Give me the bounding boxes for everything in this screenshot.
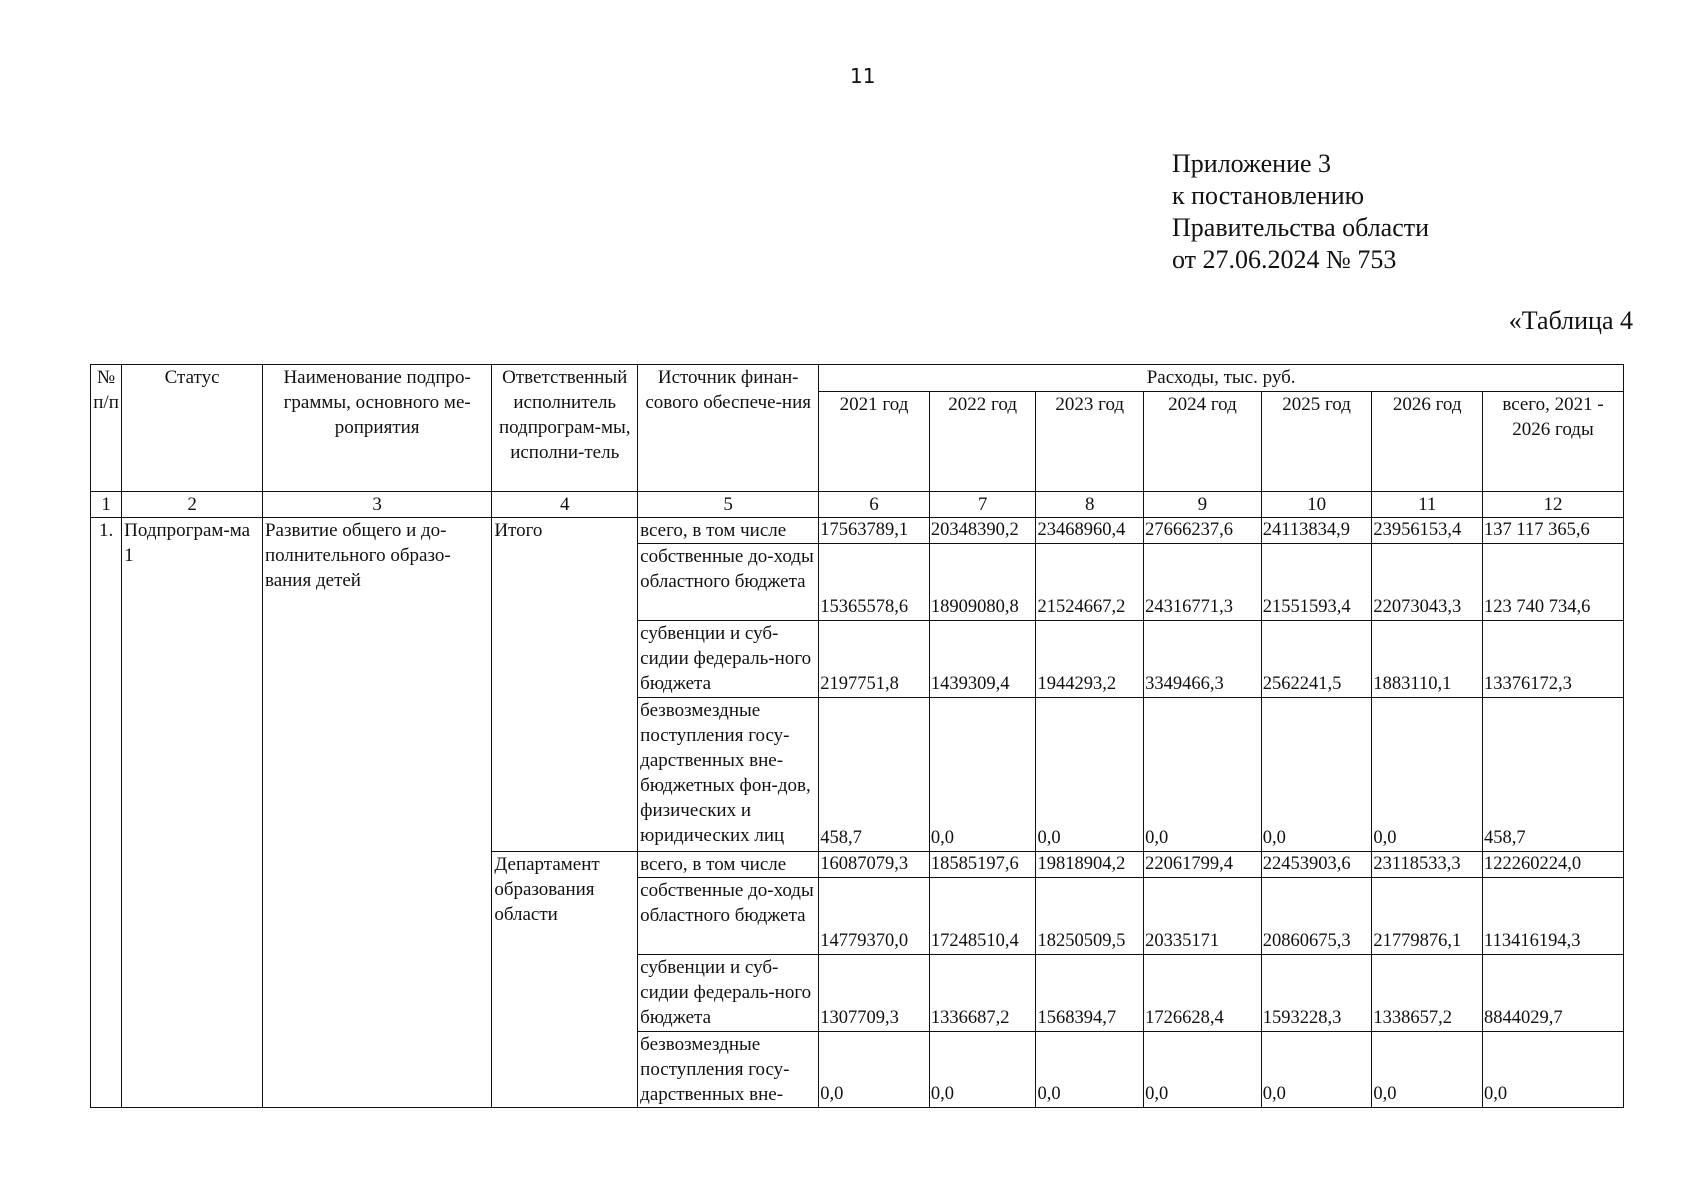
cell-value: 1593228,3 <box>1261 955 1372 1032</box>
header-source: Источник финан-сового обеспече-ния <box>638 365 819 492</box>
cell-value: 17563789,1 <box>819 518 930 544</box>
cell-value: 1568394,7 <box>1036 955 1144 1032</box>
cell-value: 1726628,4 <box>1144 955 1262 1032</box>
cell-value: 16087079,3 <box>819 852 930 878</box>
cell-value: 0,0 <box>1036 1032 1144 1108</box>
column-number: 6 <box>819 492 930 518</box>
cell-value: 15365578,6 <box>819 544 930 621</box>
cell-value: 14779370,0 <box>819 878 930 955</box>
appendix-line-2: к постановлению <box>1172 181 1365 210</box>
column-number: 1 <box>91 492 122 518</box>
row-status: Подпрограм-ма 1 <box>122 518 263 1108</box>
row-number: 1. <box>91 518 122 1108</box>
cell-value: 3349466,3 <box>1144 621 1262 698</box>
cell-total: 113416194,3 <box>1483 878 1624 955</box>
row-executor: Департамент образования области <box>492 852 638 1108</box>
cell-value: 0,0 <box>1372 1032 1483 1108</box>
cell-total: 137 117 365,6 <box>1483 518 1624 544</box>
row-source: безвозмездные поступления госу-дарственных вне- <box>638 1032 819 1108</box>
column-number: 9 <box>1144 492 1262 518</box>
cell-total: 13376172,3 <box>1483 621 1624 698</box>
table-caption: «Таблица 4 <box>1508 306 1633 335</box>
cell-value: 22453903,6 <box>1261 852 1372 878</box>
column-number: 5 <box>638 492 819 518</box>
cell-value: 23118533,3 <box>1372 852 1483 878</box>
cell-total: 8844029,7 <box>1483 955 1624 1032</box>
cell-value: 24113834,9 <box>1261 518 1372 544</box>
row-source: всего, в том числе <box>638 518 819 544</box>
header-expenses: Расходы, тыс. руб. <box>819 365 1624 392</box>
cell-value: 20335171 <box>1144 878 1262 955</box>
row-executor: Итого <box>492 518 638 852</box>
header-year: 2025 год <box>1261 392 1372 492</box>
cell-value: 0,0 <box>929 1032 1036 1108</box>
budget-table <box>90 364 1624 1108</box>
cell-value: 1307709,3 <box>819 955 930 1032</box>
cell-value: 20348390,2 <box>929 518 1036 544</box>
cell-value: 20860675,3 <box>1261 878 1372 955</box>
cell-value: 458,7 <box>819 698 930 852</box>
cell-value: 1338657,2 <box>1372 955 1483 1032</box>
cell-value: 27666237,6 <box>1144 518 1262 544</box>
cell-total: 123 740 734,6 <box>1483 544 1624 621</box>
cell-value: 1883110,1 <box>1372 621 1483 698</box>
cell-value: 0,0 <box>1261 1032 1372 1108</box>
cell-value: 24316771,3 <box>1144 544 1262 621</box>
column-number: 10 <box>1261 492 1372 518</box>
cell-value: 1439309,4 <box>929 621 1036 698</box>
cell-value: 18250509,5 <box>1036 878 1144 955</box>
cell-value: 21551593,4 <box>1261 544 1372 621</box>
cell-total: 458,7 <box>1483 698 1624 852</box>
cell-value: 23468960,4 <box>1036 518 1144 544</box>
column-number: 8 <box>1036 492 1144 518</box>
cell-value: 0,0 <box>1144 698 1262 852</box>
cell-value: 0,0 <box>1372 698 1483 852</box>
cell-value: 0,0 <box>1144 1032 1262 1108</box>
cell-value: 22073043,3 <box>1372 544 1483 621</box>
cell-value: 0,0 <box>819 1032 930 1108</box>
header-year: 2023 год <box>1036 392 1144 492</box>
cell-value: 18585197,6 <box>929 852 1036 878</box>
header-year: 2021 год <box>819 392 930 492</box>
cell-value: 21524667,2 <box>1036 544 1144 621</box>
row-source: безвозмездные поступления госу-дарственных вне-бюджетных фон-дов, физических и юридических лиц <box>638 698 819 852</box>
column-number: 11 <box>1372 492 1483 518</box>
column-number: 7 <box>929 492 1036 518</box>
header-executor: Ответственный исполнитель подпрограм-мы, исполни-тель <box>492 365 638 492</box>
cell-value: 0,0 <box>1036 698 1144 852</box>
header-name: Наименование подпро-граммы, основного ме-роприятия <box>262 365 491 492</box>
cell-value: 17248510,4 <box>929 878 1036 955</box>
cell-total: 122260224,0 <box>1483 852 1624 878</box>
page-number: 11 <box>850 64 876 88</box>
cell-value: 2197751,8 <box>819 621 930 698</box>
column-number: 2 <box>122 492 263 518</box>
column-number: 4 <box>492 492 638 518</box>
cell-value: 2562241,5 <box>1261 621 1372 698</box>
column-number-row <box>91 492 1624 518</box>
cell-total: 0,0 <box>1483 1032 1624 1108</box>
row-source: собственные до-ходы областного бюджета <box>638 878 819 955</box>
cell-value: 0,0 <box>929 698 1036 852</box>
column-number: 12 <box>1483 492 1624 518</box>
cell-value: 0,0 <box>1261 698 1372 852</box>
cell-value: 19818904,2 <box>1036 852 1144 878</box>
table-row <box>91 518 1624 544</box>
row-source: субвенции и суб-сидии федераль-ного бюджета <box>638 955 819 1032</box>
row-name: Развитие общего и до-полнительного образо-вания детей <box>262 518 491 1108</box>
header-year: 2026 год <box>1372 392 1483 492</box>
cell-value: 23956153,4 <box>1372 518 1483 544</box>
header-year: 2022 год <box>929 392 1036 492</box>
cell-value: 22061799,4 <box>1144 852 1262 878</box>
appendix-line-4: от 27.06.2024 № 753 <box>1172 245 1397 274</box>
cell-value: 1336687,2 <box>929 955 1036 1032</box>
header-status: Статус <box>122 365 263 492</box>
row-source: собственные до-ходы областного бюджета <box>638 544 819 621</box>
header-total: всего, 2021 - 2026 годы <box>1483 392 1624 492</box>
appendix-block <box>1172 148 1429 276</box>
header-year: 2024 год <box>1144 392 1262 492</box>
cell-value: 21779876,1 <box>1372 878 1483 955</box>
row-source: всего, в том числе <box>638 852 819 878</box>
appendix-line-1: Приложение 3 <box>1172 149 1332 178</box>
header-num: № п/п <box>91 365 122 492</box>
cell-value: 1944293,2 <box>1036 621 1144 698</box>
column-number: 3 <box>262 492 491 518</box>
row-source: субвенции и суб-сидии федераль-ного бюджета <box>638 621 819 698</box>
appendix-line-3: Правительства области <box>1172 213 1430 242</box>
cell-value: 18909080,8 <box>929 544 1036 621</box>
